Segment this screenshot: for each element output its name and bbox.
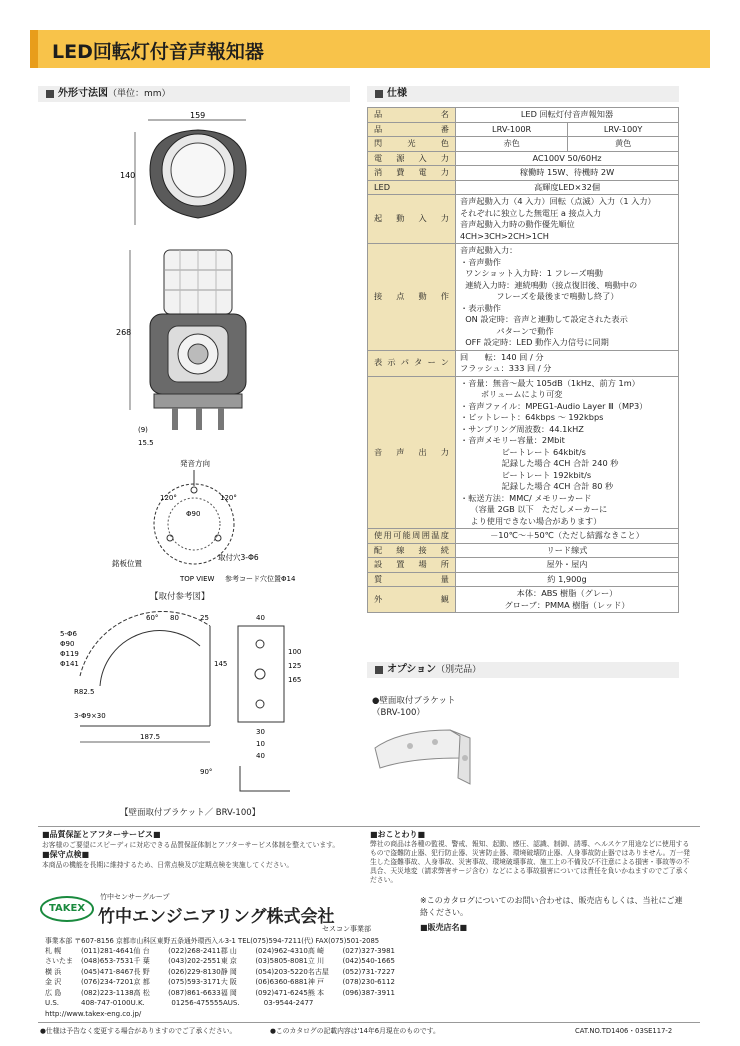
company-name: 竹中エンジニアリング株式会社 xyxy=(98,907,335,927)
maint-text: 本商品の機能を長期に維持するため、日常点検及び定期点検を実施してください。 xyxy=(42,861,294,869)
spec-label: LED xyxy=(368,180,456,195)
spec-row xyxy=(368,543,679,558)
spec-value: 屋外・屋内 xyxy=(456,558,679,573)
spec-value: 音声起動入力（4 入力）回転（点滅）入力（1 入力） それぞれに独立した無電圧 a 接点入力 音声起動入力時の動作優先順位 4CH>3CH>2CH>1CH xyxy=(456,195,679,244)
spec-label: 接点動作 xyxy=(368,244,456,351)
office-row: 金 沢 (076)234-7201 京 都 (075)593-3171 大 阪 (06)6360-6881 神 戸 (078)230-6112 xyxy=(45,978,395,987)
spec-row xyxy=(368,558,679,573)
bracket-dim-60deg: 60° xyxy=(146,614,159,622)
top-view-drawing xyxy=(110,456,330,591)
spec-label: 表示パターン xyxy=(368,350,456,376)
dealer-label: ■販売店名■ xyxy=(420,923,468,932)
bottom-note-left: ●仕様は予告なく変更する場合がありますのでご了承ください。 xyxy=(40,1027,237,1035)
notice-text: 弊社の商品は各種の監視、警戒、報知、起動、感圧、認識、制御、誘導、ヘルスケア用途などに使用するもので盗難防止器、犯行防止器、災害防止器、環境破壊防止器、人身事故防止器ではありません。万一発生した盗難事故、人身事故、災害事故、環境破壊事故、施工上の不備及び不注意による損害・事故等の不具合、天災地変（請求弊害サージ含む）などによる事故損害については責任を負いかねますのでご了承ください。 xyxy=(370,840,690,884)
catalog-note: ※このカタログについてのお問い合わせは、販売店もしくは、当社にご連絡ください。 xyxy=(420,896,683,917)
spec-row xyxy=(368,529,679,544)
spec-label: 使用可能周囲温度 xyxy=(368,529,456,544)
footer-divider xyxy=(38,826,700,827)
dims-section-header xyxy=(38,86,350,102)
website-link[interactable]: http://www.takex-eng.co.jp/ xyxy=(45,1010,142,1018)
ref-figure-caption: 【取付参考図】 xyxy=(150,592,210,602)
maint-heading: ■保守点検■ xyxy=(42,850,90,859)
bracket-dim-40b: 40 xyxy=(256,752,265,760)
spec-table xyxy=(367,107,679,613)
bracket-dim-125: 125 xyxy=(288,662,302,670)
notice-heading: ■おことわり■ xyxy=(370,830,426,839)
bottom-divider xyxy=(38,1022,700,1023)
angle-120-b: 120° xyxy=(220,494,237,502)
option-note: （別売品） xyxy=(436,665,482,675)
sound-direction-label: 発音方向 xyxy=(180,459,210,468)
phi-90: Φ90 xyxy=(186,510,201,518)
spec-value: AC100V 50/60Hz xyxy=(456,151,679,166)
quality-heading: ■品質保証とアフターサービス■ xyxy=(42,830,161,839)
spec-value: －10℃～＋50℃（ただし結露なきこと） xyxy=(456,529,679,544)
spec-section-header xyxy=(367,86,679,102)
spec-label: 設置場所 xyxy=(368,558,456,573)
quality-text: お客様のご要望にスピーディに対応できる品質保証体制とアフターサービス体制を整えています。 xyxy=(42,841,340,849)
spec-label: 起動入力 xyxy=(368,195,456,244)
spec-row xyxy=(368,350,679,376)
bracket-dim-90deg: 90° xyxy=(200,768,213,776)
option-name: ●壁面取付ブラケット xyxy=(372,696,456,706)
hq-address: 事業本部 〒607-8156 京都市山科区東野五条通外環西入ル3-1 TEL(075)594-7211(代) FAX(075)501-2085 xyxy=(45,937,380,945)
spec-label: 品番 xyxy=(368,122,456,137)
office-row: 札 幌 (011)281-4641 仙 台 (022)268-2411 郡 山 (024)962-4310 高 崎 (027)327-3981 xyxy=(45,947,395,955)
spec-row xyxy=(368,195,679,244)
office-row: 横 浜 (045)471-8467 長 野 (026)229-8130 静 岡 (054)203-5220 名古屋 (052)731-7227 xyxy=(45,967,395,976)
title-bar xyxy=(30,30,710,68)
spec-label: 電源入力 xyxy=(368,151,456,166)
spec-label: 配線接続 xyxy=(368,543,456,558)
bracket-dim-25: 25 xyxy=(200,614,209,622)
cord-label: 参考コード穴位置Φ14 xyxy=(225,575,296,583)
spec-row xyxy=(368,108,679,123)
spec-label: 品名 xyxy=(368,108,456,123)
spec-label: 音声出力 xyxy=(368,376,456,529)
quality-block xyxy=(42,830,362,870)
spec-value: 音声起動入力： ・音声動作 ワンショット入力時：1 フレーズ鳴動 連続入力時：連続鳴動（接点復旧後、鳴動中の フレーズを最後まで鳴動し終了） ・表示動作 ON 設定時：音声と連動して設定された表示 パターンで動作 OFF 設定時：LED 動作入力信号に同期 xyxy=(456,244,679,351)
spec-label: 閃光色 xyxy=(368,137,456,152)
bracket-dim-100: 100 xyxy=(288,648,302,656)
spec-value: LED 回転灯付音声報知器 xyxy=(456,108,679,123)
bracket-dim-phi119: Φ119 xyxy=(60,650,79,658)
spec-row xyxy=(368,376,679,529)
spec-row xyxy=(368,151,679,166)
dims-unit: （単位：mm） xyxy=(108,89,171,99)
takex-logo xyxy=(40,896,94,922)
office-row: U.S. 408-747-0100 U.K. 01256-475555 AUS. 03-9544-2477 xyxy=(45,999,314,1008)
spec-label: 質量 xyxy=(368,572,456,587)
spec-value: LRV-100Y xyxy=(568,122,679,137)
bracket-dim-3-phi9: 3-Φ9×30 xyxy=(74,712,106,720)
spec-value: 高輝度LED×32個 xyxy=(456,180,679,195)
office-list xyxy=(45,946,395,1008)
nameplate-label: 銘板位置 xyxy=(112,559,142,568)
logo-text: TAKEX xyxy=(48,903,86,914)
spec-label: 消費電力 xyxy=(368,166,456,181)
bracket-dim-165: 165 xyxy=(288,676,302,684)
spec-value: LRV-100R xyxy=(456,122,568,137)
option-title: オプション xyxy=(387,664,437,675)
bracket-dim-145: 145 xyxy=(214,660,228,668)
department: セスコン事業部 xyxy=(322,925,371,933)
spec-label: 外観 xyxy=(368,587,456,613)
top-view-label: TOP VIEW xyxy=(180,575,215,583)
spec-row xyxy=(368,244,679,351)
spec-row xyxy=(368,572,679,587)
spec-title: 仕様 xyxy=(387,88,407,99)
dim-9: (9) xyxy=(138,426,148,434)
spec-row xyxy=(368,166,679,181)
spec-value: 稼働時 15W、待機時 2W xyxy=(456,166,679,181)
bracket-dim-80: 80 xyxy=(170,614,179,622)
spec-value: 回 転：140 回 / 分 フラッシュ：333 回 / 分 xyxy=(456,350,679,376)
dim-15-5: 15.5 xyxy=(138,439,154,447)
option-section-header xyxy=(367,662,679,678)
spec-value: ・音量：無音～最大 105dB（1kHz、前方 1m） ボリュームにより可変 ・音声ファイル：MPEG1-Audio Layer Ⅲ（MP3） ・ビットレート：64kbps ～ 192kbps ・サンプリング周波数：44.1kHZ ・音声メモリー容量：2Mbit ビートレート 64kbit/s 記録した場合 4CH 合計 240 秒 ビートレート 192kbit/s 記録した場合 4CH 合計 80 秒 ・転送方法：MMC/ メモリーカード （容量 2GB 以下 ただしメーカーに より使用できない場合があります） xyxy=(456,376,679,529)
dim-159: 159 xyxy=(190,111,206,120)
office-row: 広 島 (082)223-1138 高 松 (087)861-6633 福 岡 (092)471-6245 熊 本 (096)387-3911 xyxy=(45,988,395,997)
bracket-figure-caption: 【壁面取付ブラケット／ BRV-100】 xyxy=(120,808,261,818)
bracket-dim-40: 40 xyxy=(256,614,265,622)
office-row: さいたま (048)653-7531 千 葉 (043)202-2551 東 京 (03)5805-8081 立 川 (042)540-1665 xyxy=(45,957,395,966)
hole-label: 取付穴3-Φ6 xyxy=(218,553,259,562)
spec-value: リード線式 xyxy=(456,543,679,558)
spec-row xyxy=(368,587,679,613)
spec-value: 黄色 xyxy=(568,137,679,152)
bracket-photo xyxy=(370,718,490,788)
bottom-note-mid: ●このカタログの記載内容は'14年6月現在のものです。 xyxy=(270,1027,440,1035)
front-view-drawing xyxy=(110,110,270,470)
spec-row xyxy=(368,122,679,137)
spec-row xyxy=(368,180,679,195)
angle-120-a: 120° xyxy=(160,494,177,502)
dim-268: 268 xyxy=(116,328,132,337)
bracket-dim-5-phi6: 5-Φ6 xyxy=(60,630,77,638)
bracket-dim-187-5: 187.5 xyxy=(140,733,161,741)
catalog-number: CAT.NO.TD1406・03SE117-2 xyxy=(575,1027,673,1035)
bracket-dim-10: 10 xyxy=(256,740,265,748)
notice-block xyxy=(370,830,695,885)
page-title: LED回転灯付音声報知器 xyxy=(52,41,264,63)
bracket-drawing xyxy=(60,606,310,806)
group-name: 竹中センサーグループ xyxy=(100,893,170,901)
spec-value: 赤色 xyxy=(456,137,568,152)
bracket-dim-30: 30 xyxy=(256,728,265,736)
bracket-dim-phi141: Φ141 xyxy=(60,660,79,668)
dim-140: 140 xyxy=(120,171,136,180)
bracket-dim-phi90: Φ90 xyxy=(60,640,75,648)
spec-value: 本体：ABS 樹脂（グレー） グローブ：PMMA 樹脂（レッド） xyxy=(456,587,679,613)
dims-title: 外形寸法図 xyxy=(58,88,108,99)
bracket-dim-r82-5: R82.5 xyxy=(74,688,95,696)
spec-row xyxy=(368,137,679,152)
spec-value: 約 1,900g xyxy=(456,572,679,587)
option-model: （BRV-100） xyxy=(372,708,425,718)
